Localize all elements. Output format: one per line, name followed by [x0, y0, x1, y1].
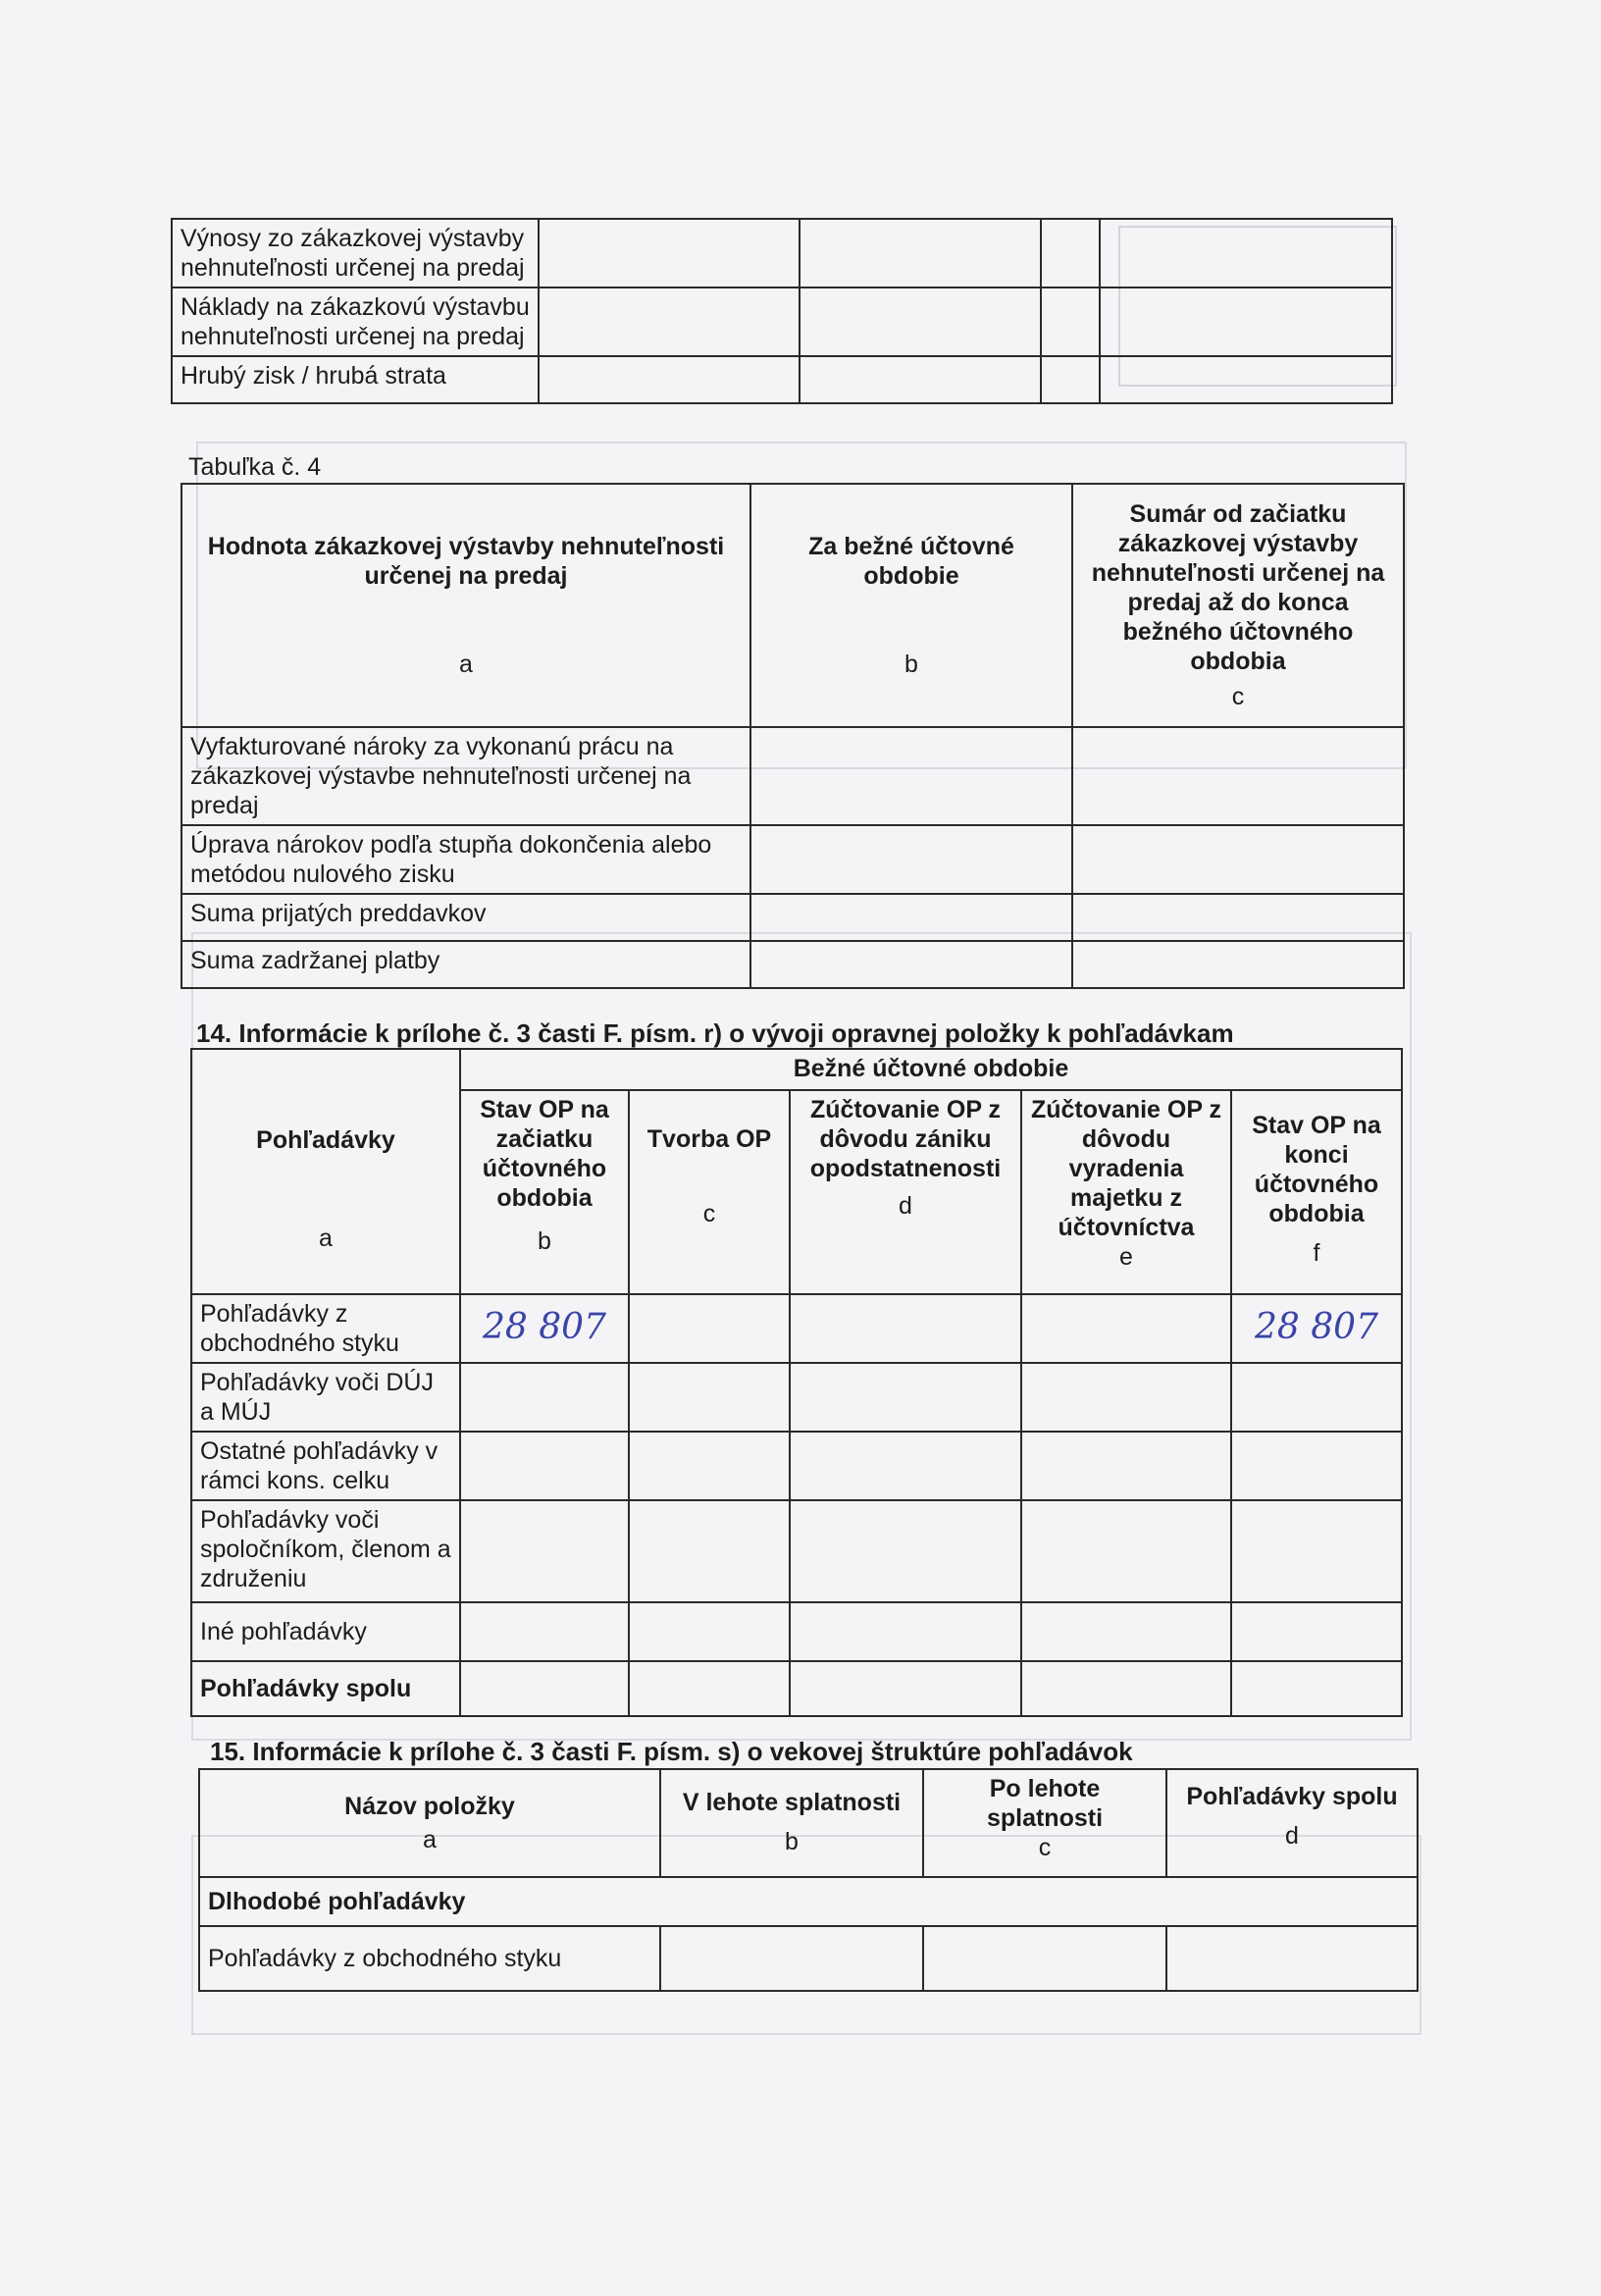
column-letter: e — [1119, 1243, 1133, 1271]
cell[interactable] — [790, 1500, 1021, 1602]
cell[interactable] — [1231, 1602, 1402, 1661]
row-label: Pohľadávky voči DÚJ a MÚJ — [191, 1363, 460, 1432]
cell[interactable] — [1072, 825, 1404, 894]
column-header-b: V lehote splatnosti b — [660, 1769, 923, 1877]
cell[interactable] — [539, 219, 800, 287]
row-label: Hrubý zisk / hrubá strata — [172, 356, 539, 403]
column-header-d: Zúčtovanie OP z dôvodu zániku opodstatnenosti d — [790, 1090, 1021, 1294]
cell[interactable] — [1021, 1432, 1231, 1500]
row-label: Vyfakturované nároky za vykonanú prácu na zákazkovej výstavbe nehnuteľnosti určenej na predaj — [181, 727, 750, 825]
cell[interactable] — [790, 1294, 1021, 1363]
cell[interactable] — [750, 941, 1072, 988]
handwritten-value: 28 807 — [483, 1306, 606, 1347]
column-letter: b — [538, 1227, 551, 1255]
cell[interactable] — [460, 1363, 629, 1432]
cell[interactable] — [790, 1432, 1021, 1500]
column-letter: a — [459, 651, 473, 678]
row-label: Pohľadávky z obchodného styku — [191, 1294, 460, 1363]
column-letter: a — [319, 1225, 333, 1252]
table-construction-income — [171, 218, 1393, 404]
table-receivables-age — [198, 1768, 1419, 1992]
cell[interactable] — [629, 1432, 790, 1500]
column-letter: c — [1231, 683, 1245, 710]
cell[interactable] — [1041, 287, 1100, 356]
column-header-c: Tvorba OP c — [629, 1090, 790, 1294]
cell[interactable] — [1072, 941, 1404, 988]
column-header-a: Hodnota zákazkovej výstavby nehnuteľnosti určenej na predaj a — [181, 484, 750, 727]
section-14-title: 14. Informácie k prílohe č. 3 časti F. písm. r) o vývoji opravnej položky k pohľadávkam — [196, 1018, 1234, 1048]
cell[interactable] — [1231, 1500, 1402, 1602]
row-label: Pohľadávky z obchodného styku — [199, 1926, 660, 1991]
row-label: Iné pohľadávky — [191, 1602, 460, 1661]
table-caption: Tabuľka č. 4 — [188, 453, 322, 481]
row-label: Ostatné pohľadávky v rámci kons. celku — [191, 1432, 460, 1500]
cell[interactable] — [800, 287, 1041, 356]
table-construction-value — [181, 483, 1405, 989]
cell[interactable] — [750, 894, 1072, 941]
column-header-f: Stav OP na konci účtovného obdobia f — [1231, 1090, 1402, 1294]
cell[interactable] — [629, 1602, 790, 1661]
column-header-a: Pohľadávky a — [191, 1049, 460, 1294]
row-label-long-term: Dlhodobé pohľadávky — [199, 1877, 1418, 1926]
cell[interactable] — [1231, 1661, 1402, 1716]
cell[interactable] — [1166, 1926, 1418, 1991]
cell[interactable] — [1100, 287, 1392, 356]
column-letter: d — [899, 1192, 912, 1220]
cell-closing-balance[interactable] — [1231, 1294, 1402, 1363]
cell[interactable] — [460, 1432, 629, 1500]
cell[interactable] — [460, 1602, 629, 1661]
column-letter: c — [1038, 1834, 1052, 1861]
row-label: Suma zadržanej platby — [181, 941, 750, 988]
group-header: Bežné účtovné obdobie — [460, 1049, 1402, 1090]
cell[interactable] — [1021, 1500, 1231, 1602]
cell[interactable] — [460, 1661, 629, 1716]
cell[interactable] — [629, 1661, 790, 1716]
row-label: Výnosy zo zákazkovej výstavby nehnuteľnosti určenej na predaj — [172, 219, 539, 287]
cell[interactable] — [460, 1500, 629, 1602]
cell[interactable] — [629, 1363, 790, 1432]
cell-opening-balance[interactable] — [460, 1294, 629, 1363]
column-header-c: Sumár od začiatku zákazkovej výstavby nehnuteľnosti určenej na predaj až do konca bežného účtovného obdobia c — [1072, 484, 1404, 727]
cell[interactable] — [1021, 1294, 1231, 1363]
cell[interactable] — [1041, 219, 1100, 287]
cell[interactable] — [1041, 356, 1100, 403]
section-15-title: 15. Informácie k prílohe č. 3 časti F. písm. s) o vekovej štruktúre pohľadávok — [210, 1737, 1133, 1766]
row-label: Suma prijatých preddavkov — [181, 894, 750, 941]
column-letter: d — [1285, 1822, 1299, 1850]
cell[interactable] — [539, 356, 800, 403]
cell[interactable] — [750, 727, 1072, 825]
column-letter: c — [702, 1200, 716, 1227]
cell[interactable] — [923, 1926, 1166, 1991]
cell[interactable] — [790, 1661, 1021, 1716]
handwritten-value: 28 807 — [1255, 1306, 1378, 1347]
row-label-total: Pohľadávky spolu — [191, 1661, 460, 1716]
cell[interactable] — [1231, 1363, 1402, 1432]
cell[interactable] — [629, 1500, 790, 1602]
cell[interactable] — [539, 287, 800, 356]
column-letter: b — [785, 1828, 799, 1855]
column-header-a: Názov položky a — [199, 1769, 660, 1877]
cell[interactable] — [790, 1363, 1021, 1432]
table-receivable-allowances — [190, 1048, 1403, 1717]
cell[interactable] — [800, 219, 1041, 287]
column-header-b: Za bežné účtovné obdobie b — [750, 484, 1072, 727]
cell[interactable] — [1100, 356, 1392, 403]
cell[interactable] — [629, 1294, 790, 1363]
cell[interactable] — [790, 1602, 1021, 1661]
cell[interactable] — [750, 825, 1072, 894]
cell[interactable] — [1100, 219, 1392, 287]
row-label: Pohľadávky voči spoločníkom, členom a združeniu — [191, 1500, 460, 1602]
cell[interactable] — [800, 356, 1041, 403]
cell[interactable] — [1231, 1432, 1402, 1500]
column-letter: b — [904, 651, 918, 678]
cell[interactable] — [660, 1926, 923, 1991]
row-label: Úprava nárokov podľa stupňa dokončenia alebo metódou nulového zisku — [181, 825, 750, 894]
column-header-b: Stav OP na začiatku účtovného obdobia b — [460, 1090, 629, 1294]
cell[interactable] — [1021, 1661, 1231, 1716]
column-letter: a — [423, 1826, 437, 1853]
row-label: Náklady na zákazkovú výstavbu nehnuteľnosti určenej na predaj — [172, 287, 539, 356]
cell[interactable] — [1072, 894, 1404, 941]
cell[interactable] — [1021, 1363, 1231, 1432]
column-header-c: Po lehote splatnosti c — [923, 1769, 1166, 1877]
cell[interactable] — [1072, 727, 1404, 825]
column-header-d: Pohľadávky spolu d — [1166, 1769, 1418, 1877]
column-header-e: Zúčtovanie OP z dôvodu vyradenia majetku z účtovníctva e — [1021, 1090, 1231, 1294]
cell[interactable] — [1021, 1602, 1231, 1661]
column-letter: f — [1313, 1239, 1320, 1267]
